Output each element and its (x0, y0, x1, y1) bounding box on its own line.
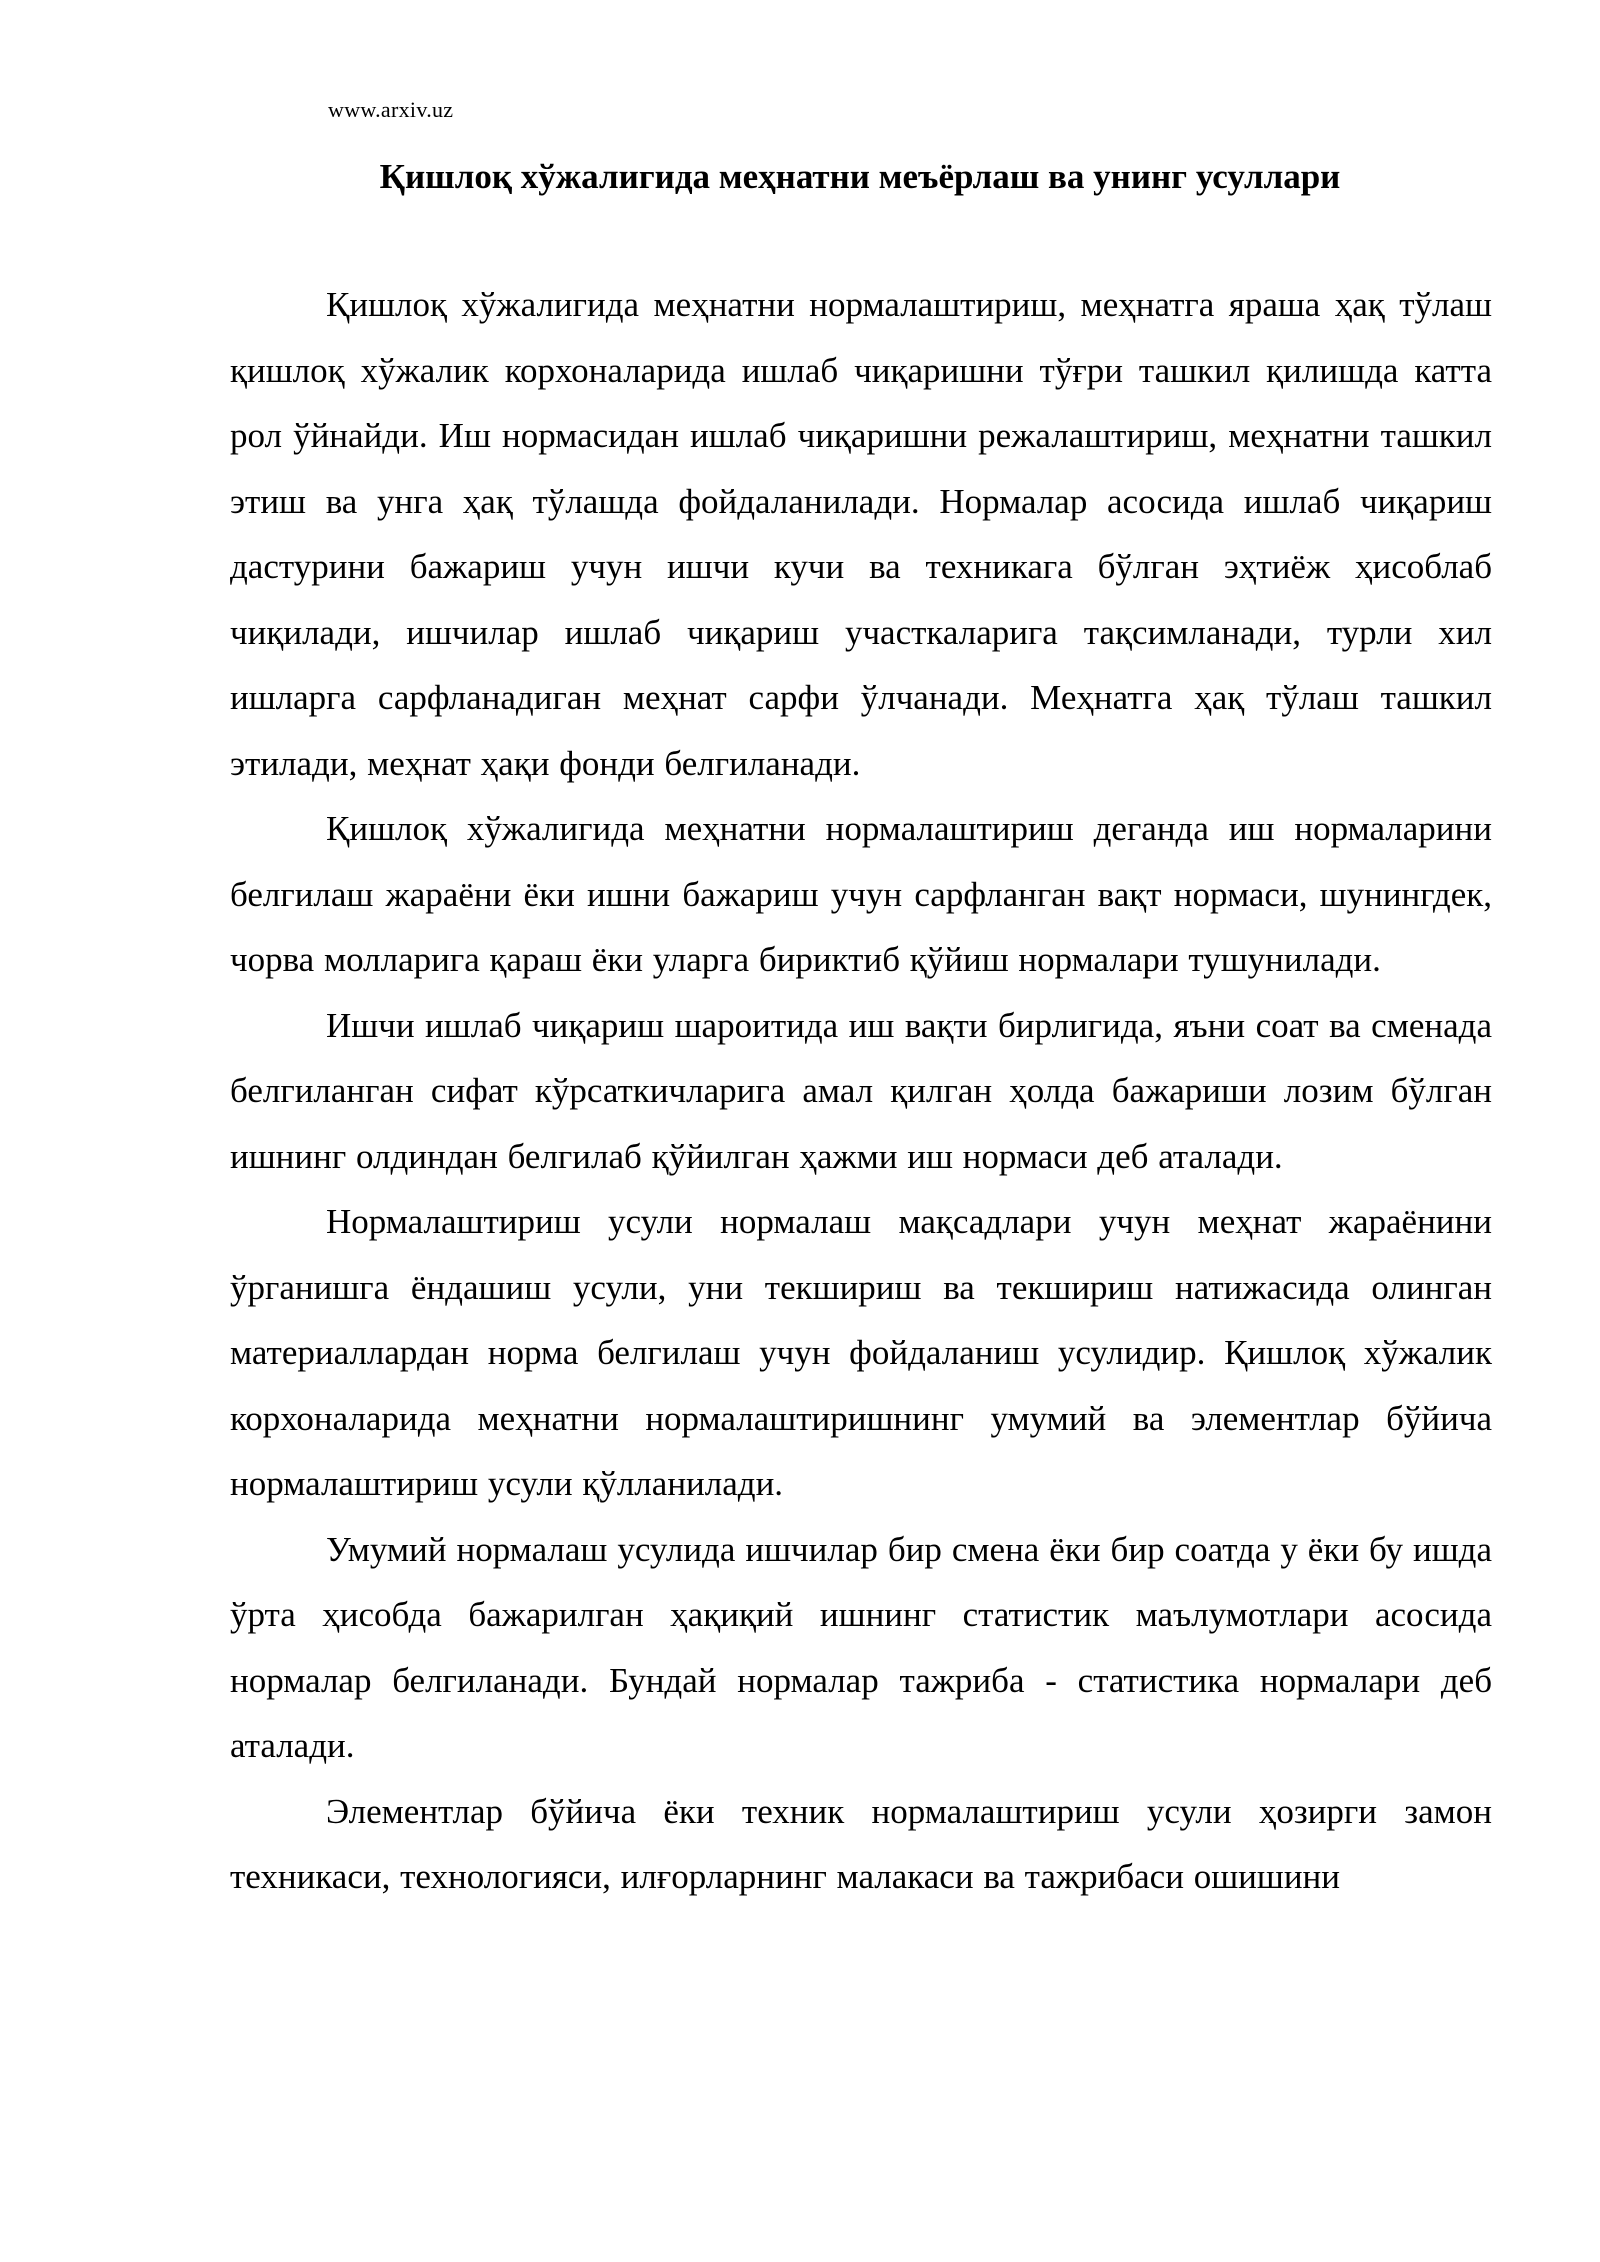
paragraph-2: Қишлоқ хўжалигида меҳнатни нормалаштириш деганда иш нормаларини белгилаш жараёни ёки ишни бажариш учун сарфланган вақт нормаси, шунингдек, чорва молларига қараш ёки уларга бириктиб қўйиш нормалари тушунилади. (230, 809, 1492, 979)
site-url: www.arxiv.uz (328, 97, 454, 122)
paragraph-6: Элементлар бўйича ёки техник нормалаштириш усули ҳозирги замон техникаси, технологияси, илғорларнинг малакаси ва тажрибаси ошишини (230, 1791, 1492, 1896)
document-body (230, 272, 1492, 1910)
paragraph-5: Умумий нормалаш усулида ишчилар бир смена ёки бир соатда у ёки бу ишда ўрта ҳисобда бажарилган ҳақиқий ишнинг статистик маълумотлари асосида нормалар белгиланади. Бундай нормалар тажриба - статистика нормалари деб аталади. (230, 1529, 1492, 1765)
paragraph-3: Ишчи ишлаб чиқариш шароитида иш вақти бирлигида, яъни соат ва сменада белгиланган сифат кўрсаткичларига амал қилган ҳолда бажариши лозим бўлган ишнинг олдиндан белгилаб қўйилган ҳажми иш нормаси деб аталади. (230, 1005, 1492, 1176)
document-title: Қишлоқ хўжалигида меҳнатни меъёрлаш ва унинг усуллари (379, 157, 1341, 196)
paragraph-1: Қишлоқ хўжалигида меҳнатни нормалаштириш, меҳнатга яраша ҳақ тўлаш қишлоқ хўжалик корхоналарида ишлаб чиқаришни тўғри ташкил қилишда катта рол ўйнайди. Иш нормасидан ишлаб чиқаришни режалаштириш, меҳнатни ташкил этиш ва унга ҳақ тўлашда фойдаланилади. Нормалар асосида ишлаб чиқариш дастурини бажариш учун ишчи кучи ва техникага бўлган эҳтиёж ҳисоблаб чиқилади, ишчилар ишлаб чиқариш участкаларига тақсимланади, турли хил ишларга сарфланадиган меҳнат сарфи ўлчанади. Меҳнатга ҳақ тўлаш ташкил этилади, меҳнат ҳақи фонди белгиланади. (230, 285, 1492, 783)
paragraph-4: Нормалаштириш усули нормалаш мақсадлари учун меҳнат жараёнини ўрганишга ёндашиш усули, уни текшириш ва текшириш натижасида олинган материаллардан норма белгилаш учун фойдаланиш усулидир. Қишлоқ хўжалик корхоналарида меҳнатни нормалаштиришнинг умумий ва элементлар бўйича нормалаштириш усули қўлланилади. (230, 1202, 1492, 1503)
